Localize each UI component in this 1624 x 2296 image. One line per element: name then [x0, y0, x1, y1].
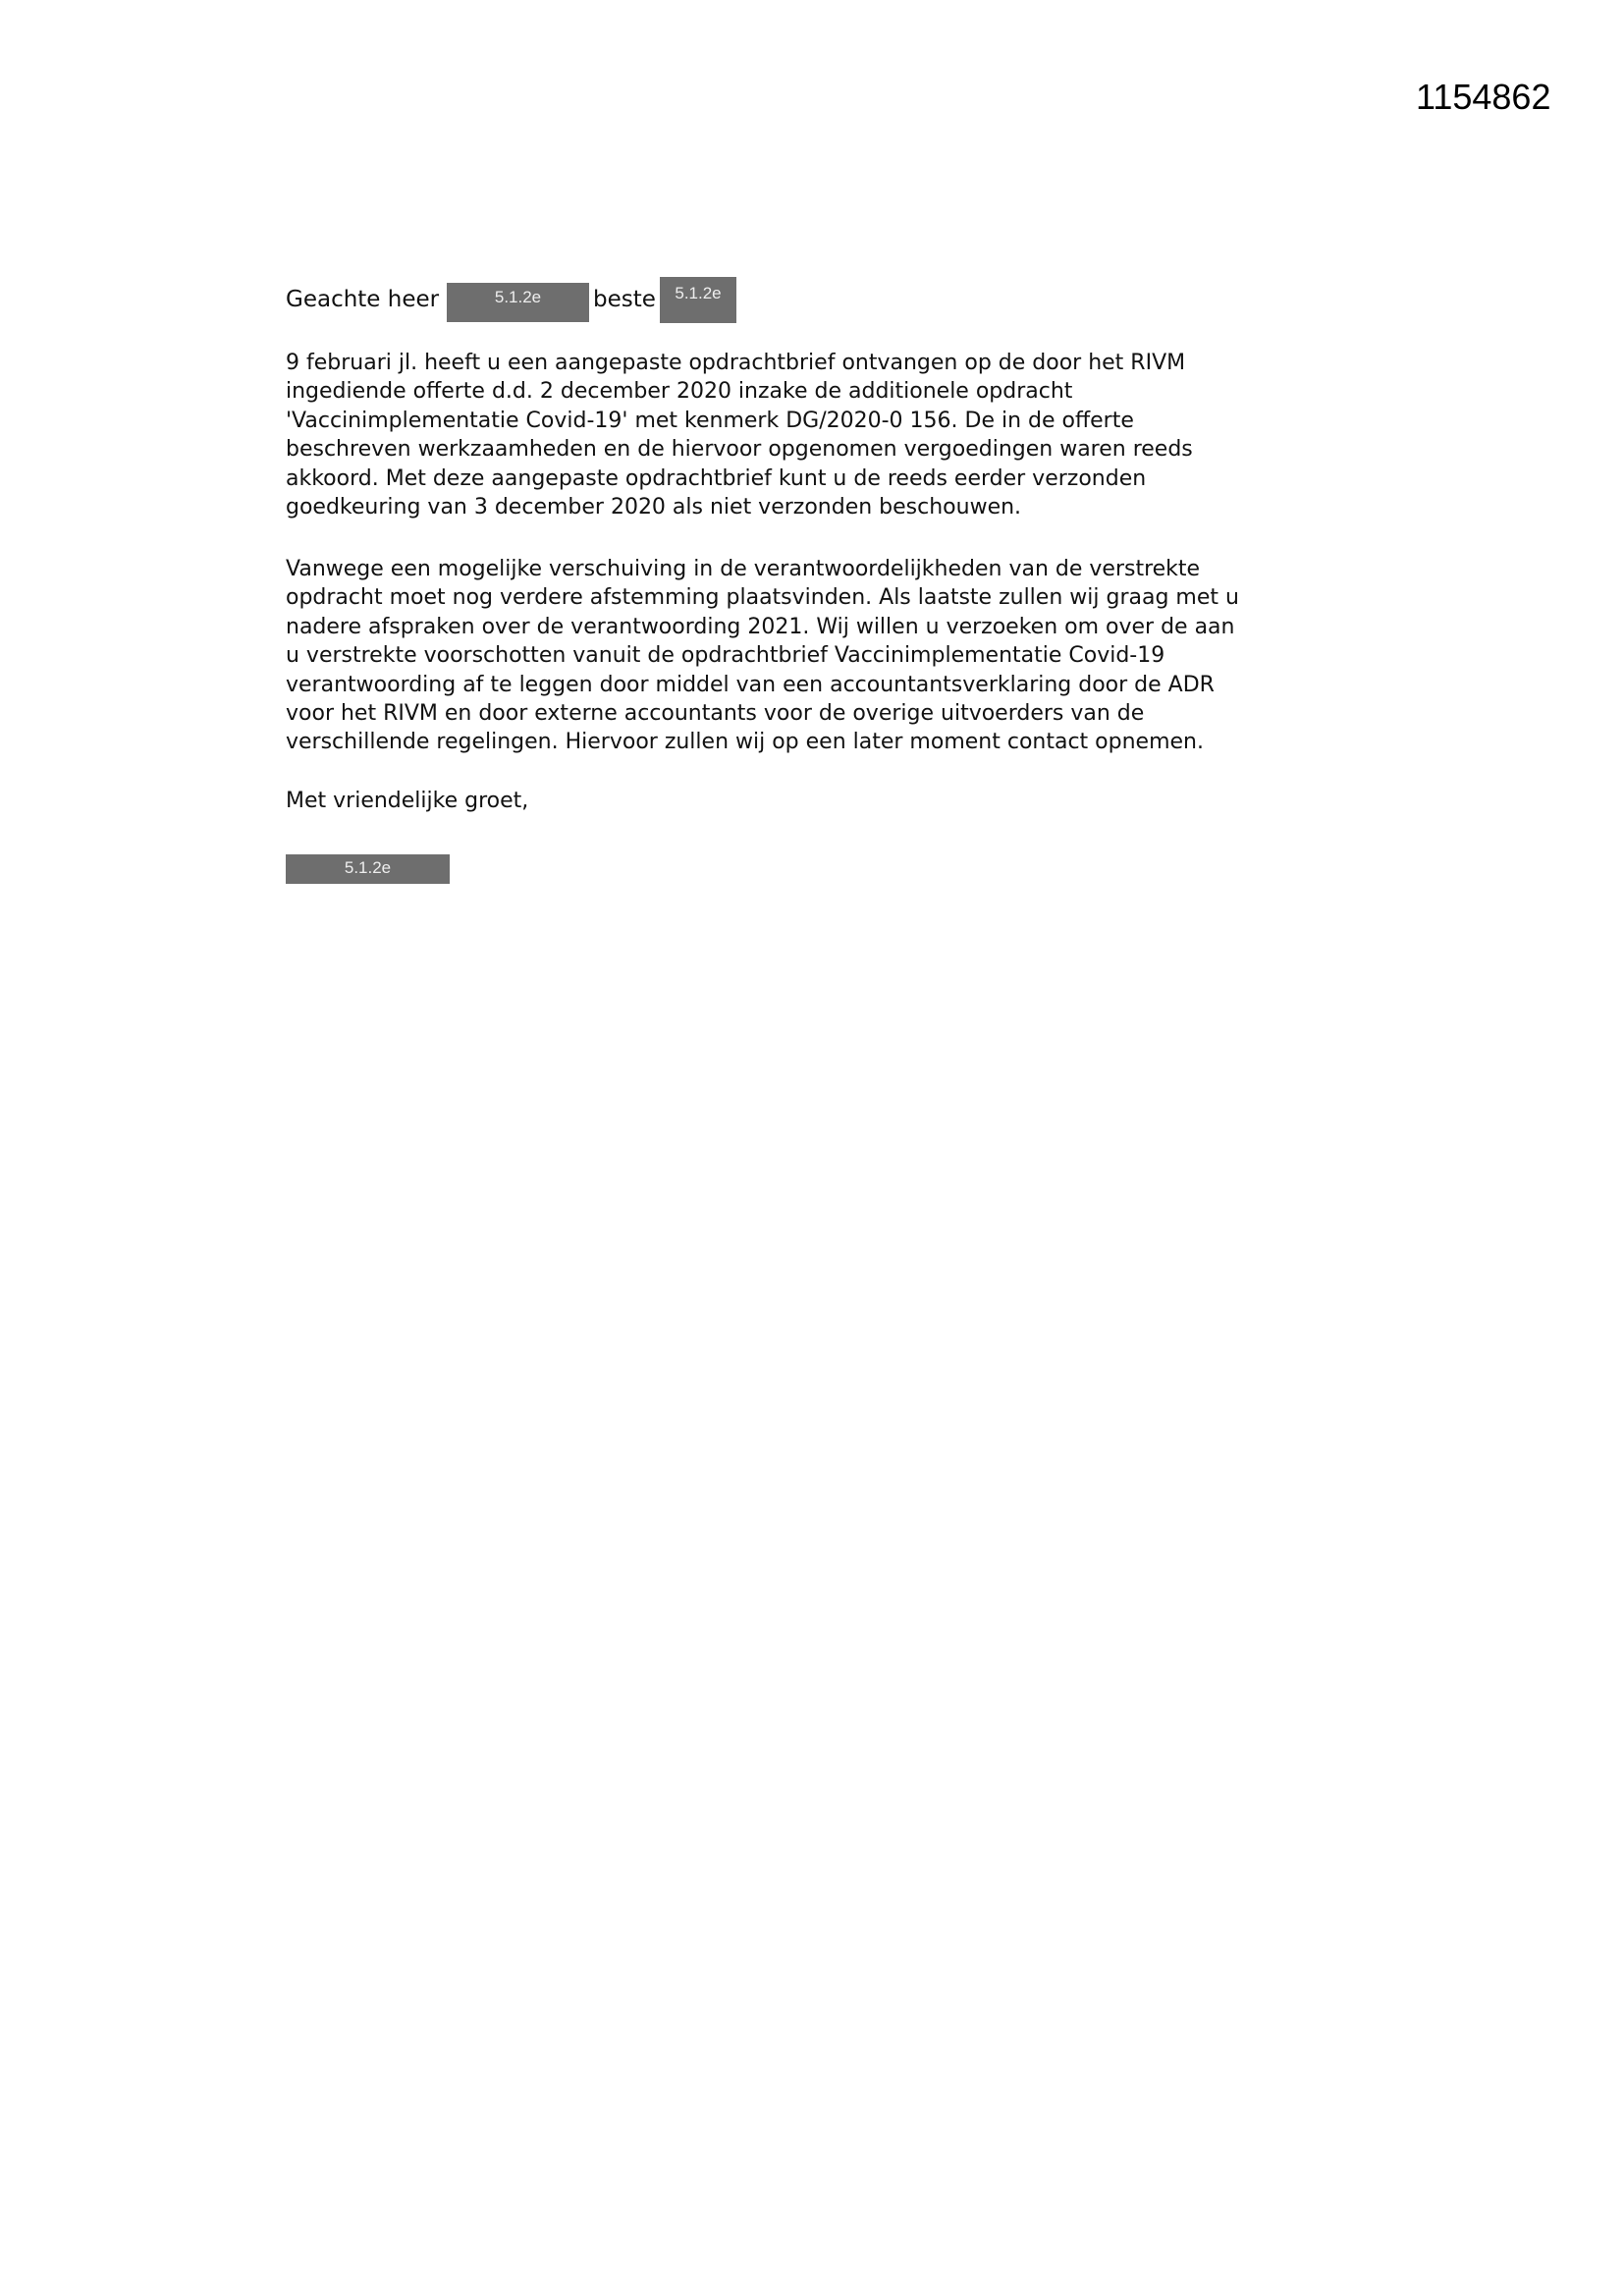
text-line: u verstrekte voorschotten vanuit de opdrachtbrief Vaccinimplementatie Covid-19	[286, 643, 1165, 669]
text-line: voor het RIVM en door externe accountants voor de overige uitvoerders van de	[286, 701, 1145, 727]
redaction-box: 5.1.2e	[447, 283, 589, 322]
text-line: goedkeuring van 3 december 2020 als niet verzonden beschouwen.	[286, 495, 1022, 520]
text-line: verantwoording af te leggen door middel van een accountantsverklaring door de ADR	[286, 672, 1215, 697]
text-line: Vanwege een mogelijke verschuiving in de verantwoordelijkheden van de verstrekte	[286, 557, 1201, 581]
closing: Met vriendelijke groet,	[286, 789, 529, 813]
document-number: 1154862	[1416, 77, 1551, 117]
text-line: nadere afspraken over de verantwoording 2021. Wij willen u verzoeken om over de aan	[286, 614, 1235, 639]
paragraph-1	[286, 349, 1193, 521]
text-line: 9 februari jl. heeft u een aangepaste opdrachtbrief ontvangen op de door het RIVM	[286, 351, 1186, 375]
paragraph-2	[286, 555, 1239, 757]
text-line: verschillende regelingen. Hiervoor zullen wij op een later moment contact opnemen.	[286, 730, 1204, 755]
redaction-box: 5.1.2e	[660, 277, 736, 323]
text-line: ingediende offerte d.d. 2 december 2020 inzake de additionele opdracht	[286, 379, 1073, 405]
text-line: beschreven werkzaamheden en de hiervoor opgenomen vergoedingen waren reeds	[286, 437, 1193, 463]
salutation-prefix: Geachte heer	[286, 287, 440, 312]
text-line: 'Vaccinimplementatie Covid-19' met kenmerk DG/2020-0 156. De in de offerte	[286, 408, 1134, 433]
text-line: akkoord. Met deze aangepaste opdrachtbrief kunt u de reeds eerder verzonden	[286, 465, 1147, 491]
salutation-middle: beste	[593, 287, 656, 312]
signature-redaction-box: 5.1.2e	[286, 854, 450, 884]
text-line: opdracht moet nog verdere afstemming plaatsvinden. Als laatste zullen wij graag met u	[286, 585, 1239, 611]
